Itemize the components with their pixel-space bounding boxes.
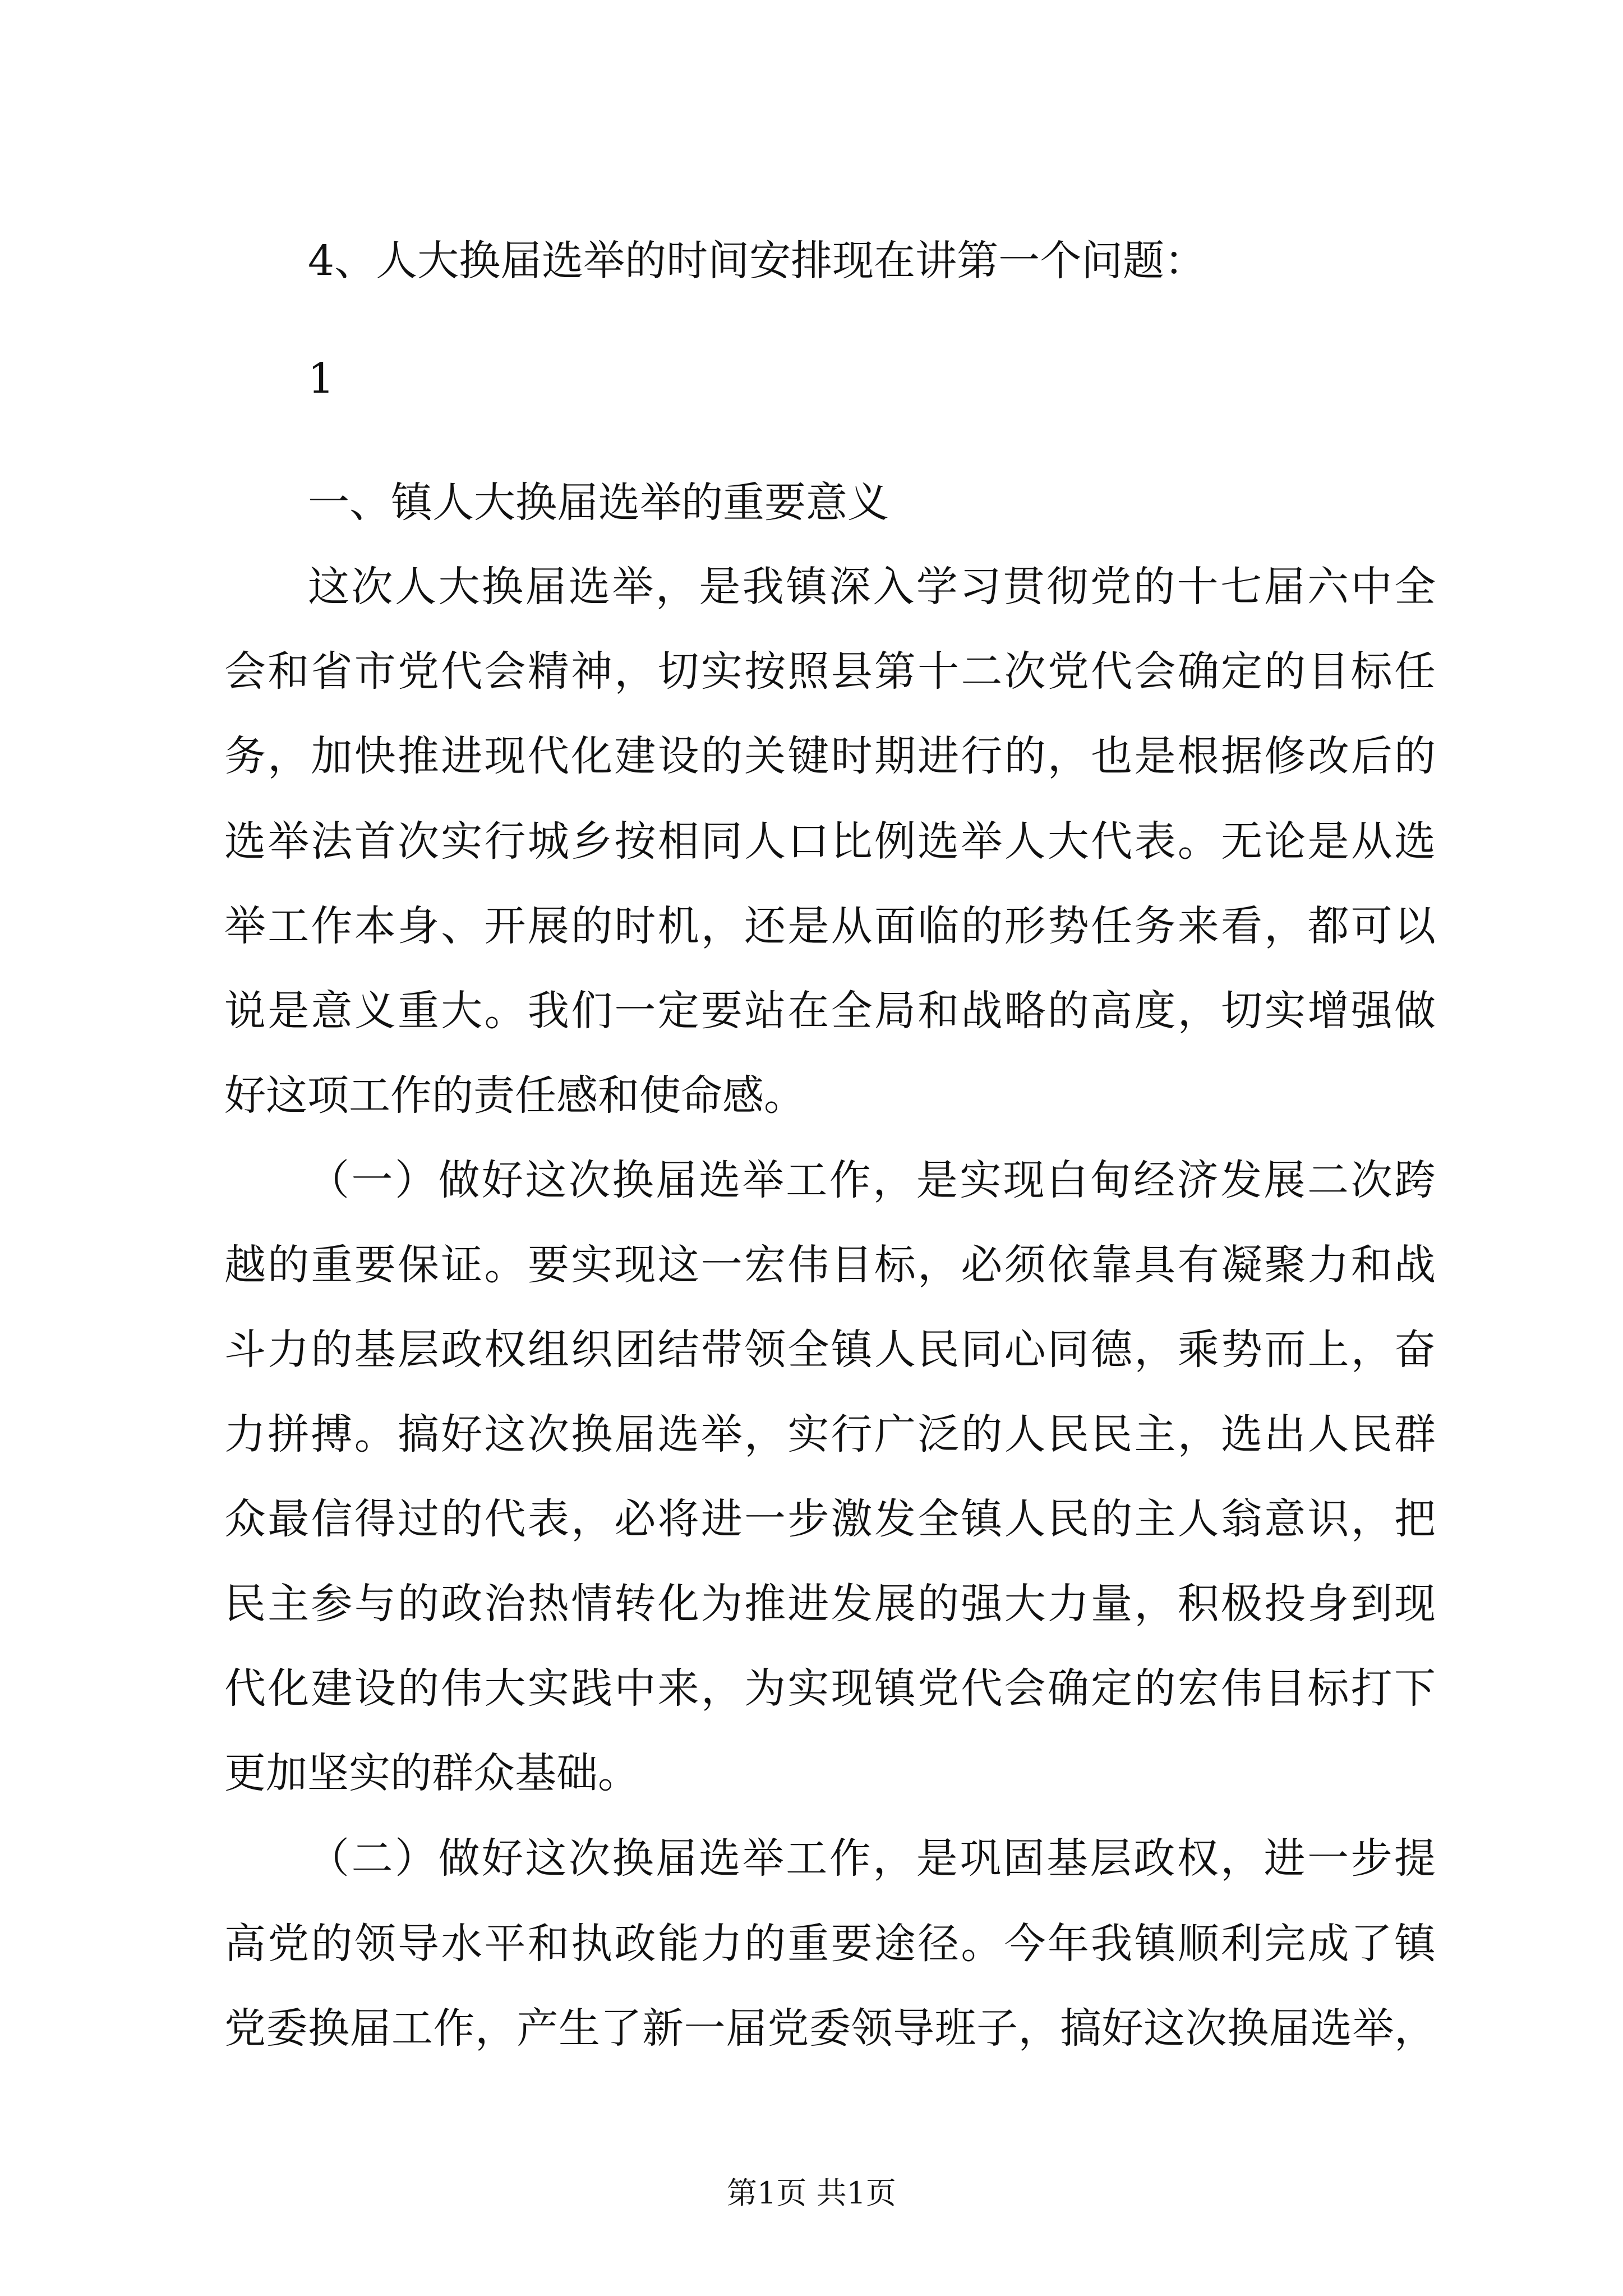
paragraph-line: 务，加快推进现代化建设的关键时期进行的，也是根据修改后的	[224, 732, 1436, 780]
paragraph-line: 众最信得过的代表，必将进一步激发全镇人民的主人翁意识，把	[224, 1495, 1436, 1543]
paragraph-line: （一）做好这次换届选举工作，是实现白甸经济发展二次跨	[308, 1156, 1436, 1204]
paragraph-line: 会和省市党代会精神，切实按照县第十二次党代会确定的目标任	[224, 647, 1436, 696]
paragraph-line: 力拼搏。搞好这次换届选举，实行广泛的人民民主，选出人民群	[224, 1410, 1436, 1458]
number-line: 1	[308, 355, 335, 403]
paragraph-line: 这次人大换届选举，是我镇深入学习贯彻党的十七届六中全	[308, 563, 1436, 611]
paragraph-line: 斗力的基层政权组织团结带领全镇人民同心同德，乘势而上，奋	[224, 1326, 1436, 1374]
paragraph-line: 举工作本身、开展的时机，还是从面临的形势任务来看，都可以	[224, 902, 1436, 950]
paragraph-line: 越的重要保证。要实现这一宏伟目标，必须依靠具有凝聚力和战	[224, 1241, 1436, 1289]
paragraph-line: 好这项工作的责任感和使命感。	[224, 1071, 805, 1120]
paragraph-line: 选举法首次实行城乡按相同人口比例选举人大代表。无论是从选	[224, 817, 1436, 866]
page-footer: 第1页 共1页	[727, 2175, 896, 2211]
paragraph-line: 代化建设的伟大实践中来，为实现镇党代会确定的宏伟目标打下	[224, 1664, 1436, 1713]
heading-line: 4、人大换届选举的时间安排现在讲第一个问题：	[308, 237, 1206, 285]
paragraph-line: 更加坚实的群众基础。	[224, 1749, 639, 1797]
paragraph-line: （二）做好这次换届选举工作，是巩固基层政权，进一步提	[308, 1834, 1436, 1883]
paragraph-line: 民主参与的政治热情转化为推进发展的强大力量，积极投身到现	[224, 1580, 1436, 1628]
section-title: 一、镇人大换届选举的重要意义	[308, 478, 889, 527]
paragraph-line: 高党的领导水平和执政能力的重要途径。今年我镇顺利完成了镇	[224, 1920, 1436, 1968]
paragraph-line: 说是意义重大。我们一定要站在全局和战略的高度，切实增强做	[224, 987, 1436, 1035]
paragraph-line: 党委换届工作，产生了新一届党委领导班子，搞好这次换届选举，	[224, 2004, 1436, 2053]
